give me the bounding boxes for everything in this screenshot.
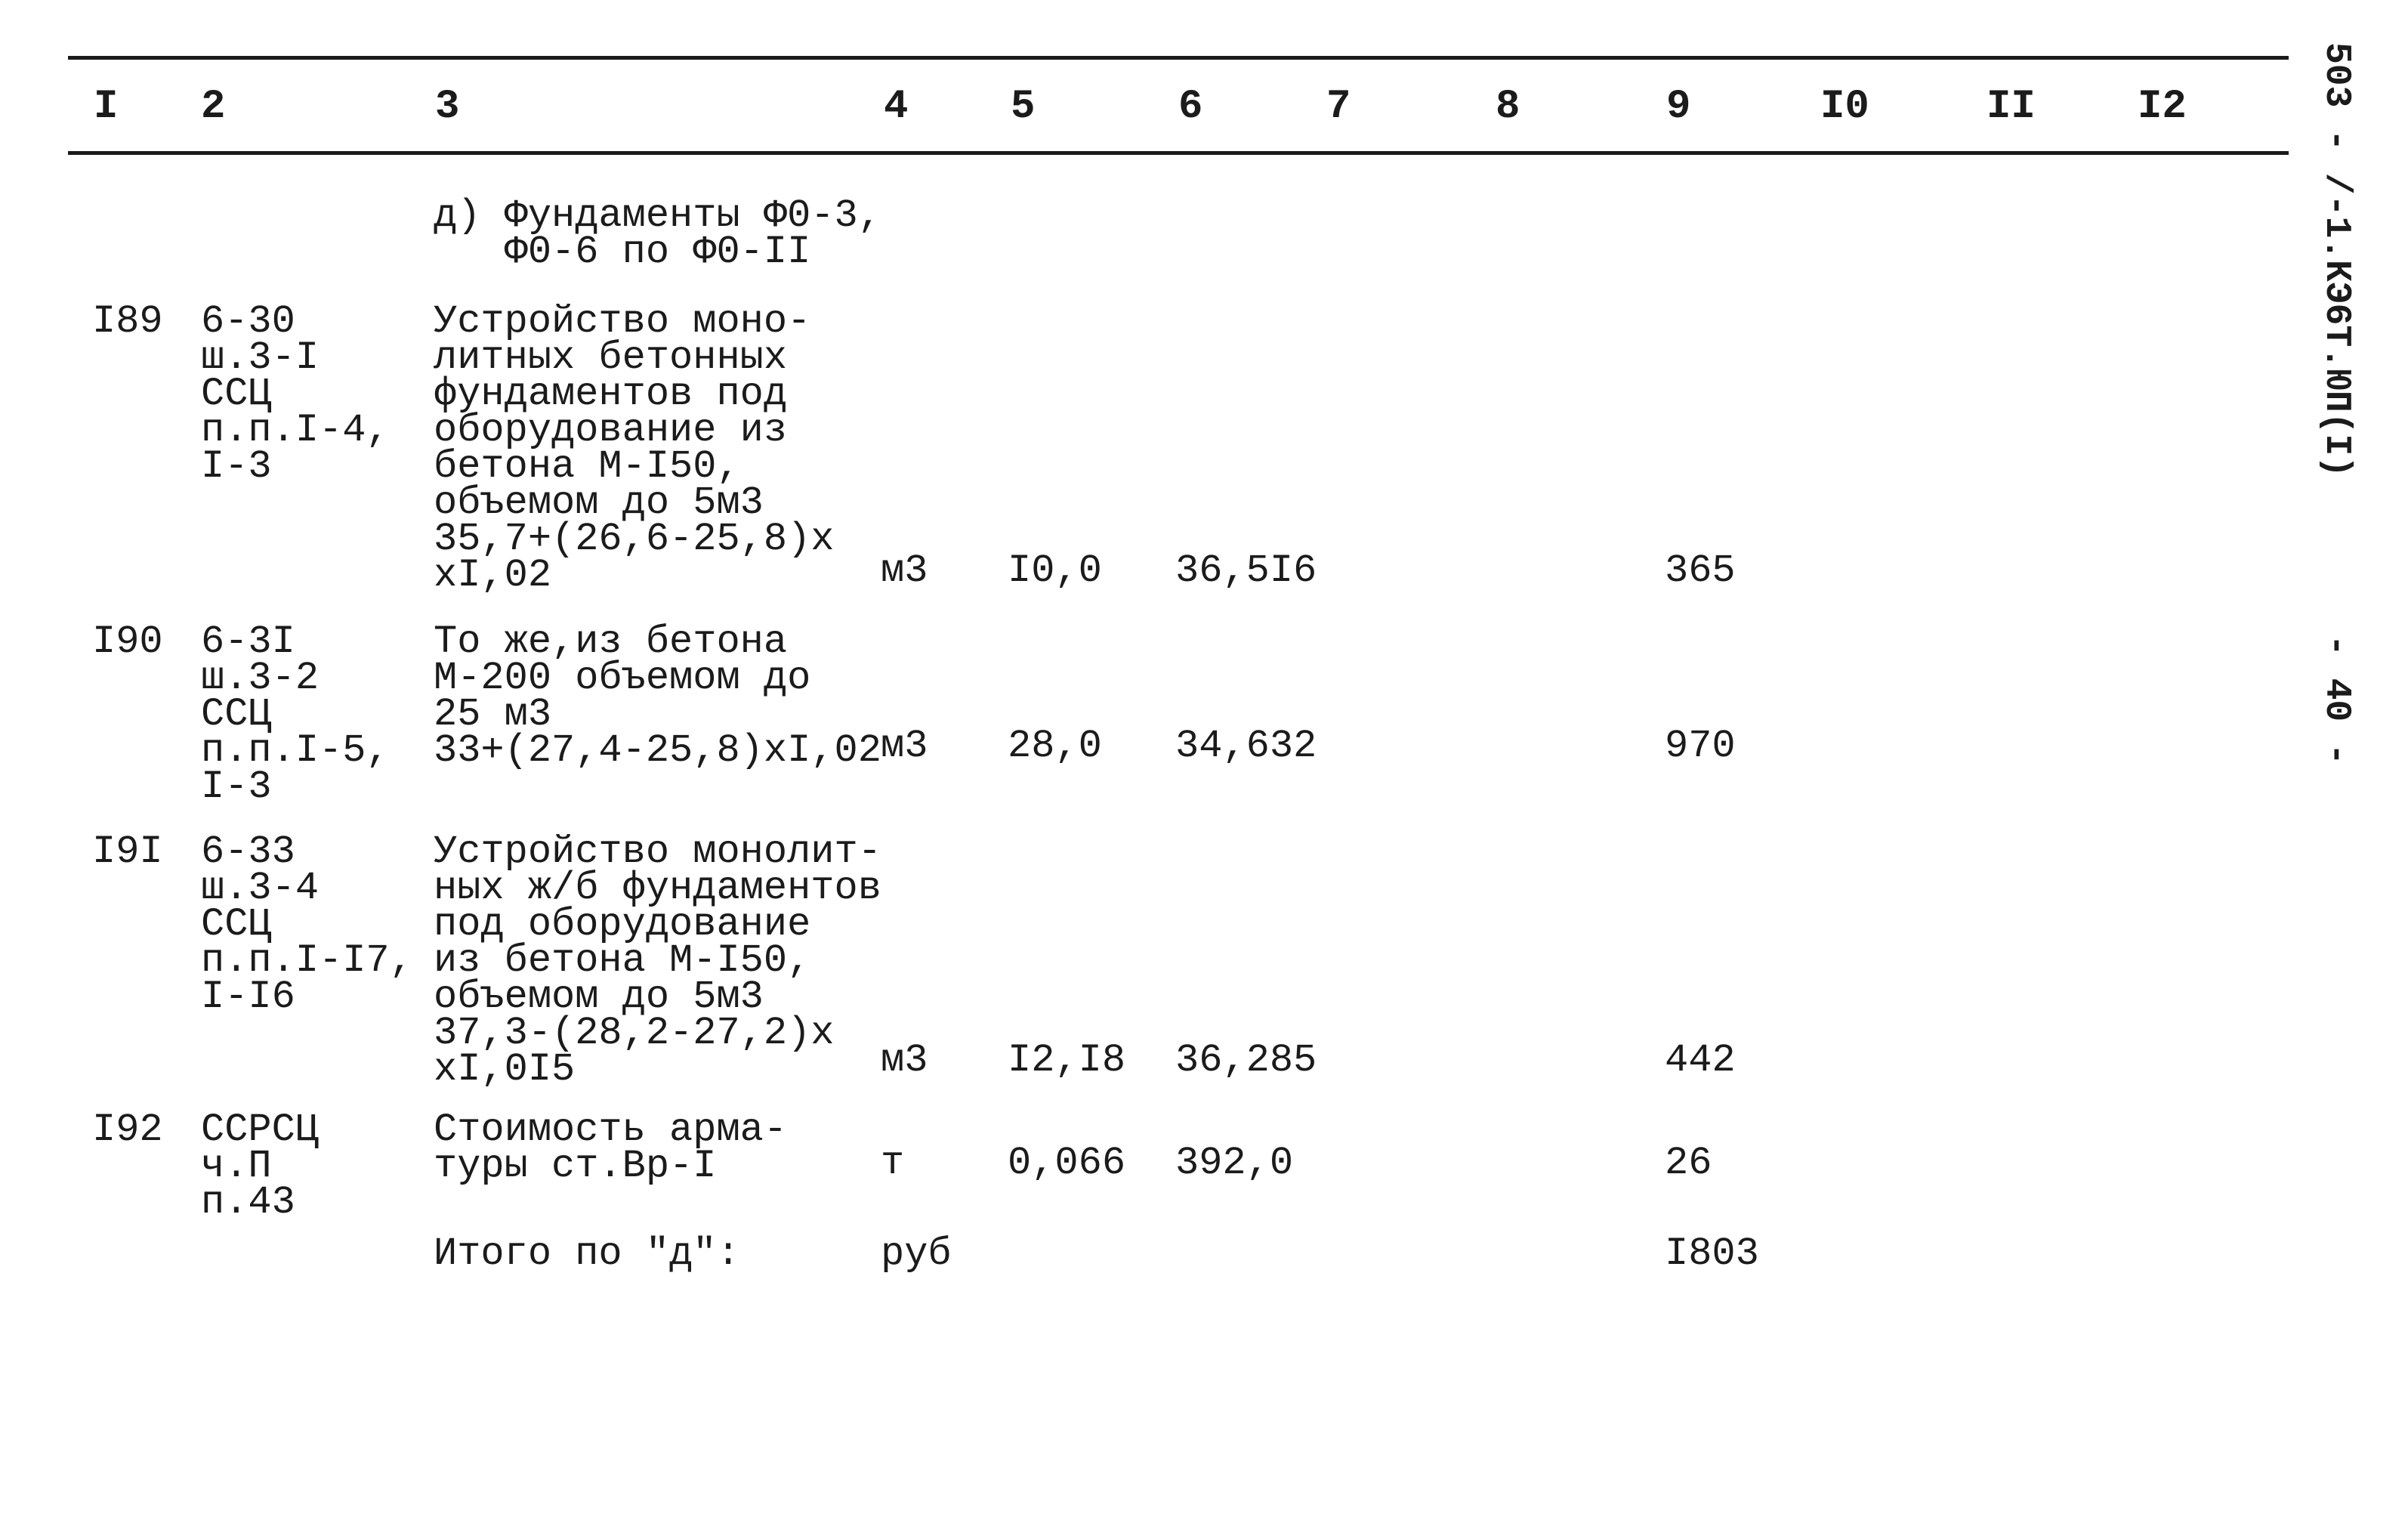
row-total: 970 bbox=[1665, 724, 1736, 768]
row-total: 365 bbox=[1665, 548, 1736, 593]
row-price: 36,285 bbox=[1175, 1038, 1317, 1083]
row-quantity: 0,066 bbox=[1008, 1141, 1126, 1185]
header-rule bbox=[68, 151, 2289, 155]
row-quantity: I2,I8 bbox=[1008, 1038, 1126, 1083]
row-number: I9I bbox=[92, 830, 163, 874]
col-header-9: 9 bbox=[1666, 84, 1691, 130]
col-header-12: I2 bbox=[2138, 84, 2187, 130]
row-description: Стоимость арма- туры ст.Вр-I bbox=[434, 1108, 788, 1188]
col-header-10: I0 bbox=[1820, 84, 1869, 130]
side-document-code: 503 - /-1.КЭ6Т.ЮП(I) bbox=[2316, 42, 2357, 478]
col-header-2: 2 bbox=[201, 84, 226, 130]
row-unit: м3 bbox=[881, 724, 928, 768]
col-header-1: I bbox=[94, 84, 119, 130]
summary-unit: руб bbox=[881, 1231, 952, 1276]
row-unit: т bbox=[881, 1141, 905, 1185]
top-rule bbox=[68, 56, 2289, 60]
side-page-number: - 40 - bbox=[2316, 635, 2357, 765]
row-number: I89 bbox=[92, 299, 163, 344]
row-number: I92 bbox=[92, 1108, 163, 1152]
row-code: 6-30 ш.3-I ССЦ п.п.I-4, I-3 bbox=[201, 299, 390, 489]
col-header-6: 6 bbox=[1178, 84, 1203, 130]
row-price: 36,5I6 bbox=[1175, 548, 1317, 593]
row-code: ССРСЦ ч.П п.43 bbox=[201, 1108, 320, 1225]
row-unit: м3 bbox=[881, 1038, 928, 1083]
row-unit: м3 bbox=[881, 548, 928, 593]
row-price: 392,0 bbox=[1175, 1141, 1294, 1185]
col-header-11: II bbox=[1987, 84, 2036, 130]
row-description: Устройство монолит- ных ж/б фундаментов под оборудование из бетона М-I50, объемом до 5м3 37,3-(28,2-27,2)х хI,0I5 bbox=[434, 830, 881, 1092]
row-code: 6-3I ш.3-2 ССЦ п.п.I-5, I-3 bbox=[201, 619, 390, 809]
col-header-5: 5 bbox=[1011, 84, 1036, 130]
col-header-8: 8 bbox=[1496, 84, 1520, 130]
summary-total: I803 bbox=[1665, 1231, 1759, 1276]
section-title: д) Фундаменты Ф0-3, Ф0-6 по Ф0-II bbox=[434, 193, 881, 274]
summary-label: Итого по "д": bbox=[434, 1231, 740, 1276]
col-header-3: 3 bbox=[435, 84, 460, 130]
row-price: 34,632 bbox=[1175, 724, 1317, 768]
col-header-7: 7 bbox=[1326, 84, 1351, 130]
row-description: То же,из бетона М-200 объемом до 25 м3 33+(27,4-25,8)хI,02 bbox=[434, 619, 881, 773]
row-code: 6-33 ш.3-4 ССЦ п.п.I-I7, I-I6 bbox=[201, 830, 413, 1019]
row-quantity: 28,0 bbox=[1008, 724, 1102, 768]
row-total: 442 bbox=[1665, 1038, 1736, 1083]
row-description: Устройство моно- литных бетонных фундаментов под оборудование из бетона М-I50, объемом до 5м3 35,7+(26,6-25,8)х хI,02 bbox=[434, 299, 835, 598]
row-number: I90 bbox=[92, 619, 163, 664]
row-total: 26 bbox=[1665, 1141, 1712, 1185]
row-quantity: I0,0 bbox=[1008, 548, 1102, 593]
col-header-4: 4 bbox=[884, 84, 909, 130]
